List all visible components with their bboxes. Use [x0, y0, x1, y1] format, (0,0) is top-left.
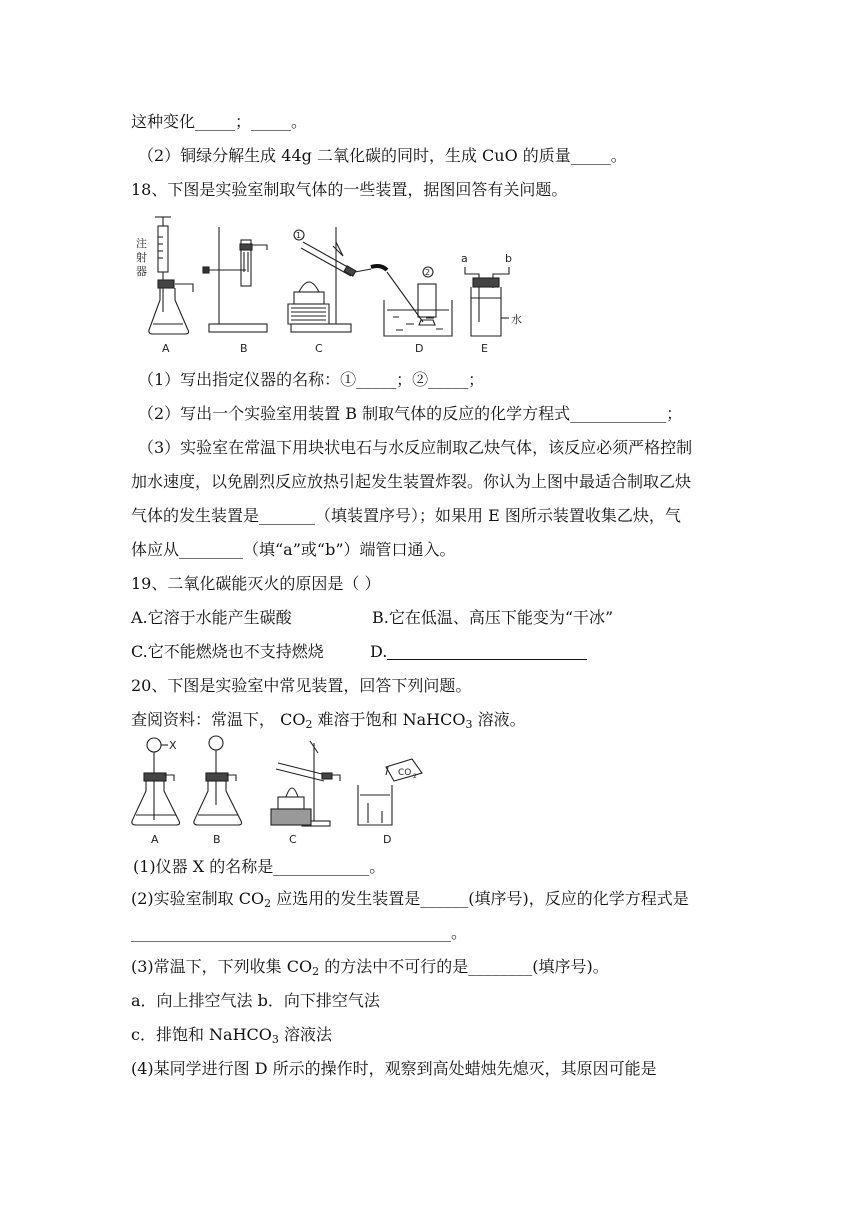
ref-part-1: 查阅资料：常温下， CO: [131, 710, 306, 729]
question-19-title: 19、二氧化碳能灭火的原因是（ ）: [131, 574, 381, 593]
text-line: 这种变化_____；_____。: [131, 112, 308, 131]
text-line: 体应从________（填“a”或“b”）端管口通入。: [131, 540, 456, 559]
q20-2-part-2: 应选用的发生装置是______(填序号)，反应的化学方程式是: [271, 889, 689, 908]
q20-2-part-1: (2)实验室制取 CO: [131, 889, 265, 908]
option-ab: a．向上排空气法 b．向下排空气法: [131, 991, 380, 1010]
question-20-2: [131, 889, 689, 909]
q20-3-part-2: 的方法中不可行的是________(填序号)。: [319, 957, 609, 976]
ref-sub-1: 2: [305, 718, 313, 731]
apparatus-20-b: [194, 736, 242, 825]
q20-2-sub: 2: [264, 897, 272, 910]
question-20-3: [131, 957, 609, 977]
co2-label: CO: [398, 768, 412, 778]
apparatus-c: [288, 227, 387, 332]
circle-one-label: 1: [296, 231, 302, 240]
text-line: 气体的发生装置是_______（填装置序号）；如果用 E 图所示装置收集乙炔，气: [131, 506, 681, 525]
syringe-label-3: 器: [136, 265, 147, 278]
label-a: A: [162, 342, 170, 355]
apparatus-e: [465, 267, 509, 336]
question-18-title: 18、下图是实验室制取气体的一些装置，据图回答有关问题。: [131, 180, 568, 199]
question-18-2: （2）写出一个实验室用装置 B 制取气体的反应的化学方程式____________；: [138, 404, 683, 423]
question-20-title: 20、下图是实验室中常见装置，回答下列问题。: [131, 676, 472, 695]
label-b: B: [240, 342, 248, 355]
question-18-3: （3）实验室在常温下用块状电石与水反应制取乙炔气体，该反应必须严格控制: [138, 438, 693, 457]
option-c: [131, 1025, 332, 1045]
x-label: X: [169, 739, 177, 752]
q20-3-sub: 2: [312, 965, 320, 978]
apparatus-20-d: [358, 759, 422, 825]
label-water: 水: [511, 313, 522, 326]
label-c: C: [315, 342, 323, 355]
apparatus-b: [203, 227, 267, 332]
syringe-label-1: 注: [136, 237, 147, 250]
question-20-1: (1)仪器 X 的名称是____________。: [133, 857, 386, 876]
label-d: D: [415, 342, 424, 355]
option-b: B.它在低温、高压下能变为“干冰”: [372, 608, 614, 627]
apparatus-20-a: [132, 738, 180, 825]
apparatus-figure-20: [126, 735, 436, 850]
apparatus-figure-18: [131, 212, 531, 357]
question-18-1: （1）写出指定仪器的名称：①_____；②_____；: [138, 370, 485, 389]
question-20-4: (4)某同学进行图 D 所示的操作时，观察到高处蜡烛先熄灭，其原因可能是: [131, 1059, 657, 1078]
ref-part-3: 溶液。: [472, 710, 526, 729]
question-17-2: （2）铜绿分解生成 44g 二氧化碳的同时，生成 CuO 的质量_____。: [138, 146, 627, 165]
option-c-sub: 3: [271, 1033, 279, 1046]
co2-label-sub: 2: [413, 773, 417, 780]
option-c-part-1: c．排饱和 NaHCO: [131, 1025, 272, 1044]
option-c: C.它不能燃烧也不支持燃烧: [131, 642, 324, 661]
circle-two-label: 2: [425, 268, 431, 277]
ref-sub-2: 3: [465, 718, 473, 731]
answer-line: ________________________________________。: [131, 923, 468, 942]
label-e: E: [481, 342, 488, 355]
option-c-part-2: 溶液法: [278, 1025, 332, 1044]
apparatus-d: [384, 267, 452, 336]
label-20-c: C: [289, 833, 297, 846]
reference-note: [131, 710, 526, 730]
label-20-a: A: [151, 833, 159, 846]
option-d: [370, 642, 587, 662]
option-d-label: D.: [370, 642, 388, 661]
label-tube-a: a: [461, 252, 468, 265]
apparatus-20-c: [271, 741, 340, 826]
text-line: 加水速度，以免剧烈反应放热引起发生装置炸裂。你认为上图中最适合制取乙炔: [131, 472, 692, 491]
label-20-b: B: [213, 833, 221, 846]
label-tube-b: b: [505, 252, 512, 265]
option-d-blank: [387, 643, 587, 660]
apparatus-a: [136, 217, 193, 334]
ref-part-2: 难溶于饱和 NaHCO: [312, 710, 466, 729]
option-a: A.它溶于水能产生碳酸: [131, 608, 292, 627]
syringe-label-2: 射: [136, 251, 147, 264]
q20-3-part-1: (3)常温下，下列收集 CO: [131, 957, 313, 976]
label-20-d: D: [383, 833, 392, 846]
